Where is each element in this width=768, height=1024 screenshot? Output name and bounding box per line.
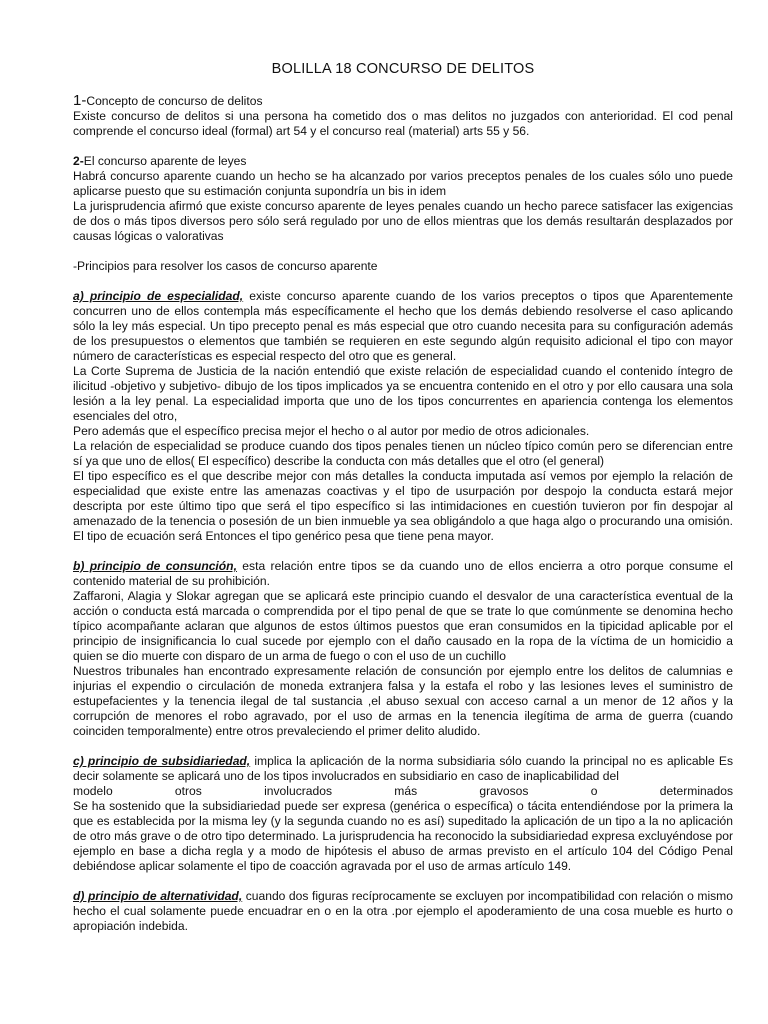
paragraph-text: existe concurso aparente cuando de los varios preceptos o tipos que Aparentemente concurren uno de ellos contempla más específicamente el hecho que los demás debiendo resolverse el caso aplicando sólo la ley más especial. Un tipo precepto penal es más especial que otro cuando necesita para su configuración además de los presupuestos o elementos que también se requieren en este segundo algún requisito adicional el tipo con mayor número de características es especial respecto del otro que es general. — [73, 289, 733, 363]
paragraph: La relación de especialidad se produce cuando dos tipos penales tienen un núcleo típico común pero se diferencian entre sí ya que uno de ellos( El específico) describe la conducta con más detalles que el otro (el general) — [73, 439, 733, 468]
section-number: 2- — [73, 154, 84, 168]
section-concept — [73, 93, 733, 139]
principle-label: a) principio de especialidad, — [73, 289, 244, 303]
principles-intro: -Principios para resolver los casos de concurso aparente — [73, 259, 378, 273]
principle-subsidiarity — [73, 754, 733, 874]
paragraph-text: implica la aplicación de la norma subsidiaria sólo cuando la principal no es aplicable Es decir solamente se aplicará uno de los tipos involucrados en subsidiario en caso de inaplicabilidad del — [73, 754, 733, 783]
document-page — [73, 62, 733, 949]
section-heading — [73, 93, 733, 109]
principle-label: d) principio de alternatividad, — [73, 889, 243, 903]
paragraph: Pero además que el específico precisa mejor el hecho o al autor por medio de otros adicionales. — [73, 424, 590, 438]
paragraph — [73, 754, 733, 784]
paragraph: La Corte Suprema de Justicia de la nación entendió que existe relación de especialidad cuando el contenido íntegro de ilicitud -objetivo y subjetivo- dibujo de los tipos implicados ya se encuentra contenido en el otro y por ello causara una sola lesión a la ley penal. La especialidad importa que uno de los tipos concurrentes en apariencia contenga los elementos esenciales del otro, — [73, 364, 733, 423]
section-apparent-concurrence — [73, 154, 733, 244]
principle-label: c) principio de subsidiariedad, — [73, 754, 251, 768]
paragraph-text: cuando dos figuras recíprocamente se excluyen por incompatibilidad con relación o mismo hecho el cual solamente puede encuadrar en o en la otra .por ejemplo el apoderamiento de una cosa mueble es hurto o apropiación indebida. — [73, 889, 733, 933]
paragraph: La jurisprudencia afirmó que existe concurso aparente de leyes penales cuando un hecho parece satisfacer las exigencias de dos o más tipos diversos pero sólo será regulado por uno de ellos mientras que los demás resultarán desplazados por causas lógicas o valorativas — [73, 199, 733, 243]
principle-consumption — [73, 559, 733, 739]
section-title: El concurso aparente de leyes — [83, 154, 247, 168]
principle-speciality — [73, 289, 733, 544]
paragraph: El tipo específico es el que describe mejor con más detalles la conducta imputada así vemos por ejemplo la relación de especialidad que existe entre las amenazas coactivas y el tipo de usurpación por despojo la conducta estará mejor descripta por este último tipo que será el tipo específico si las intimidaciones en cuestión tuvieron por fin despojar al amenazado de la tenencia o posesión de un bien inmueble ya sea obligándolo a que haga algo o procurando una omisión. El tipo de ecuación será Entonces el tipo genérico pesa que tiene pena mayor. — [73, 469, 733, 543]
paragraph-text: esta relación entre tipos se da cuando uno de ellos encierra a otro porque consume el contenido material de su prohibición. — [73, 559, 733, 588]
page-title: BOLILLA 18 CONCURSO DE DELITOS — [271, 61, 535, 77]
section-number: 1- — [73, 92, 87, 109]
paragraph — [73, 289, 733, 364]
paragraph-line: modelo otros involucrados más gravosos o determinados — [73, 784, 733, 798]
paragraph: Habrá concurso aparente cuando un hecho se ha alcanzado por varios preceptos penales de los cuales sólo uno puede aplicarse puesto que su estimación conjunta supondría un bis in idem — [73, 169, 733, 198]
principle-label: b) principio de consunción, — [73, 559, 237, 573]
section-heading — [73, 154, 733, 169]
paragraph: Nuestros tribunales han encontrado expresamente relación de consunción por ejemplo entre los delitos de calumnias e injurias el expendio o circulación de moneda extranjera falsa y la estafa el robo y las lesiones leves el suministro de estupefacientes y la tenencia ilegal de tal sustancia ,el abuso sexual con acceso carnal a un menor de 12 años y la corrupción de menores el robo agravado, por el uso de armas en la tenencia ilegítima de arma de guerra (cuando coinciden temporalmente) entre otros prevaleciendo el primer delito aludido. — [73, 664, 733, 738]
principle-alternativity — [73, 889, 733, 934]
paragraph: Se ha sostenido que la subsidiariedad puede ser expresa (genérica o específica) o tácita entendiéndose por la primera la que es establecida por la misma ley (y la segunda cuando no es así) supeditado la aplicación de un tipo a la no aplicación de otro más grave o de otro tipo determinado. La jurisprudencia ha reconocido la subsidiariedad expresa excluyéndose por ejemplo en base a dicha regla y a modo de hipótesis el abuso de armas previsto en el artículo 104 del Código Penal debiéndose aplicar solamente el tipo de coacción agravada por el uso de armas artículo 149. — [73, 799, 733, 873]
section-title: Concepto de concurso de delitos — [86, 94, 263, 108]
paragraph: Zaffaroni, Alagia y Slokar agregan que se aplicará este principio cuando el desvalor de una característica eventual de la acción o conducta está marcada o comprendida por el tipo penal de que se trate lo que comúnmente se denomina hecho típico acompañante aclaran que algunos de estos últimos puestos que eran consumidos en la tipicidad aplicable por el principio de insignificancia lo cual sucede por ejemplo con el daño causado en la ropa de la víctima de un homicidio a quien se dio muerte con disparo de un arma de fuego o con el uso de un cuchillo — [73, 589, 733, 663]
paragraph — [73, 889, 733, 934]
paragraph: Existe concurso de delitos si una persona ha cometido dos o mas delitos no juzgados con anterioridad. El cod penal comprende el concurso ideal (formal) art 54 y el concurso real (material) arts 55 y 56. — [73, 109, 733, 138]
paragraph — [73, 559, 733, 589]
